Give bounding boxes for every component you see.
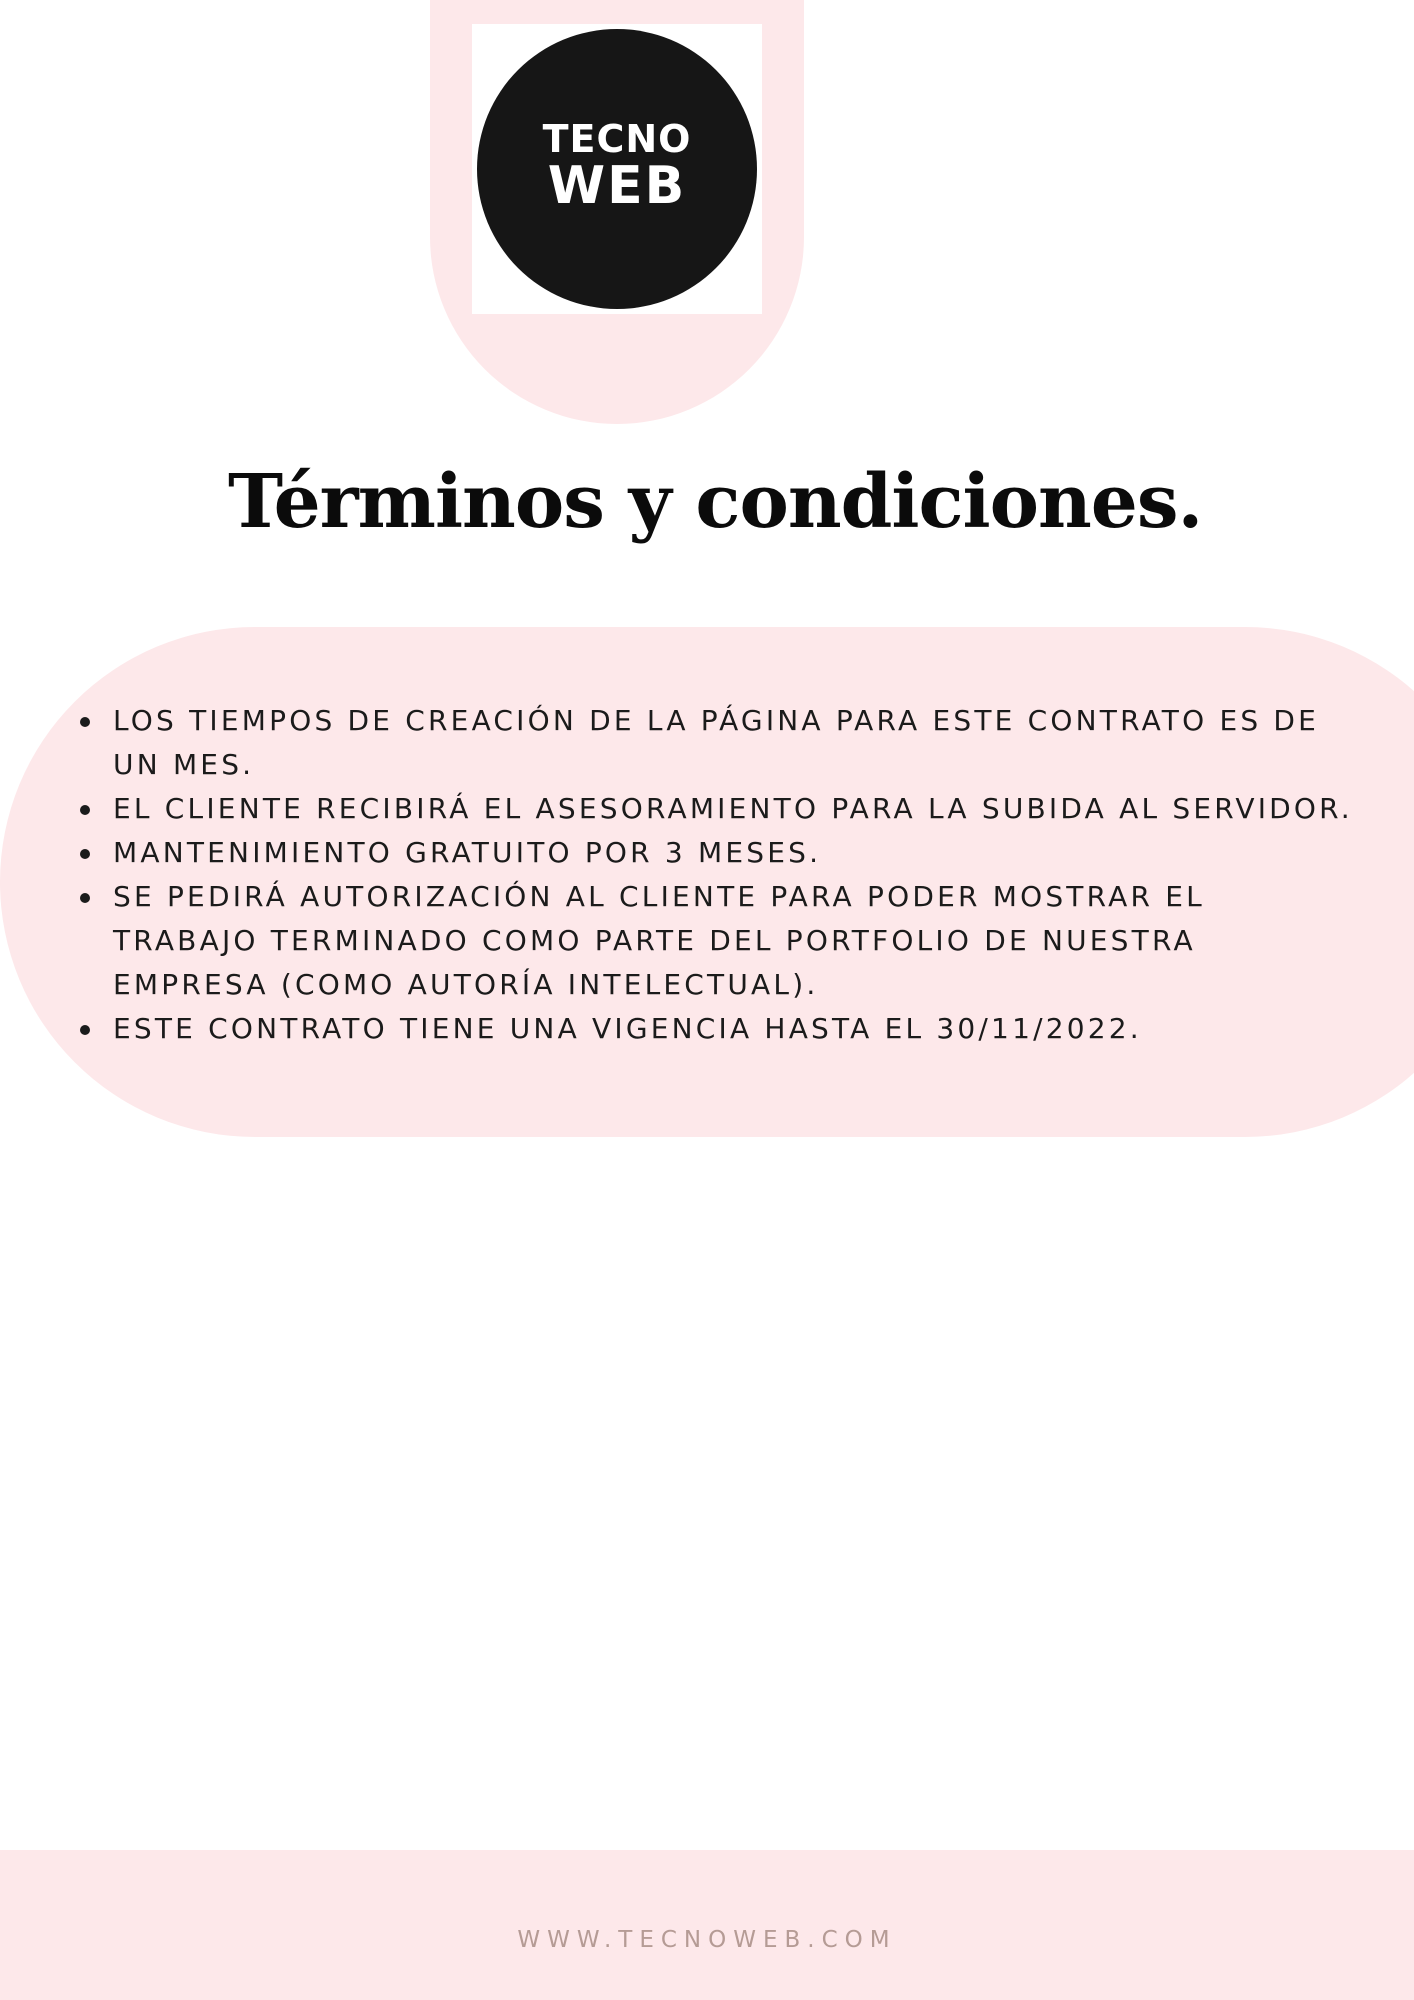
terms-item-text: MANTENIMIENTO GRATUITO POR 3 MESES.: [113, 836, 822, 869]
bullet-icon: [80, 1025, 90, 1035]
footer: [0, 1850, 1414, 2000]
bullet-icon: [80, 717, 90, 727]
footer-website-url: WWW.TECNOWEB.COM: [517, 1927, 897, 1953]
bullet-icon: [80, 893, 90, 903]
logo-text-line2: WEB: [547, 156, 687, 216]
bullet-icon: [80, 849, 90, 859]
terms-item-text: EL CLIENTE RECIBIRÁ EL ASESORAMIENTO PARA LA SUBIDA AL SERVIDOR.: [113, 792, 1353, 825]
page-title: Términos y condiciones.: [228, 459, 1203, 545]
tecnoweb-logo-icon: [477, 29, 757, 309]
terms-item-text: LOS TIEMPOS DE CREACIÓN DE LA PÁGINA PARA ESTE CONTRATO ES DE UN MES.: [113, 704, 1320, 781]
logo-frame: [472, 24, 762, 314]
terms-item: [0, 1007, 1414, 1051]
terms-item: [0, 699, 1414, 787]
terms-item: [0, 787, 1414, 831]
terms-item-text: SE PEDIRÁ AUTORIZACIÓN AL CLIENTE PARA PODER MOSTRAR EL TRABAJO TERMINADO COMO PARTE DEL PORTFOLIO DE NUESTRA EMPRESA (COMO AUTORÍA INTELECTUAL).: [113, 880, 1205, 1001]
terms-list: [0, 699, 1414, 1051]
logo-text-line1: TECNO: [542, 117, 692, 161]
terms-item: [0, 831, 1414, 875]
bullet-icon: [80, 805, 90, 815]
terms-item-text: ESTE CONTRATO TIENE UNA VIGENCIA HASTA EL 30/11/2022.: [113, 1012, 1142, 1045]
terms-item: [0, 875, 1414, 1007]
